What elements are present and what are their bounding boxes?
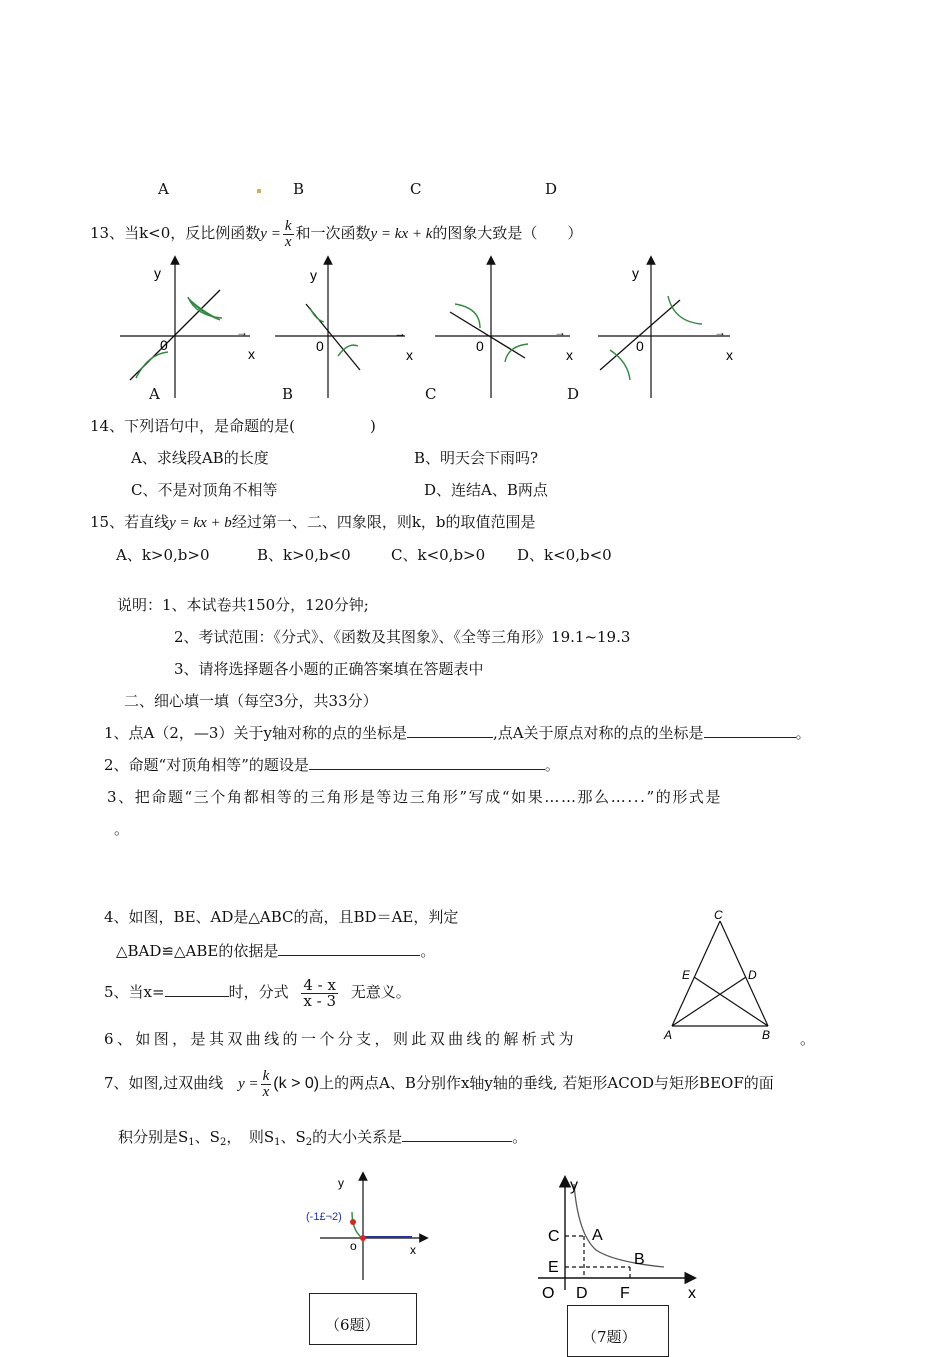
top-label-a: A — [158, 180, 169, 198]
fill-7-line-2 — [118, 1126, 527, 1148]
graph-b-x: x — [406, 347, 413, 363]
graph-label-b: B — [282, 385, 294, 403]
q15-eq: y = kx + b — [169, 515, 232, 531]
note-3: 3、请将选择题各小题的正确答案填在答题表中 — [174, 660, 484, 678]
fig7-f: F — [620, 1285, 630, 1302]
fill-7-s1b: 1 — [274, 1137, 281, 1148]
fig7-d: D — [576, 1285, 588, 1302]
figure-7-caption: （7题） — [582, 1328, 637, 1346]
figure-7 — [530, 1172, 710, 1304]
fill-1-blank-2[interactable] — [704, 723, 796, 738]
fill-7-l2e: 的大小关系是 — [312, 1128, 403, 1146]
fill-5 — [104, 970, 411, 1014]
graph-a-x: x — [248, 346, 255, 362]
fill-3-line-2: 。 — [114, 820, 130, 838]
figure-6-caption: （6题） — [325, 1316, 380, 1334]
fill-4-line-1: 4、如图，BE、AD是△ABC的高，且BD＝AE，判定 — [104, 908, 459, 926]
fill-2-a: 2、命题“对顶角相等”的题设是 — [104, 756, 309, 774]
fill-2-b: 。 — [544, 756, 560, 774]
figure-6 — [300, 1168, 440, 1286]
fill-1-c: 。 — [795, 724, 811, 742]
graph-c — [435, 260, 573, 398]
fill-7-num: k — [262, 1067, 270, 1084]
fill-7-l2a: 积分别是S — [118, 1128, 189, 1146]
fill-5-b: 时，分式 — [228, 983, 289, 1001]
graph-d-arrow: → — [714, 325, 726, 339]
tri-label-b: B — [762, 1028, 771, 1042]
graph-b-y: y — [310, 267, 317, 283]
fig7-c: C — [548, 1228, 560, 1245]
q15-prefix: 15、若直线 — [90, 513, 170, 531]
q13-frac-den: x — [284, 233, 292, 250]
q15-option-d: D、k<0,b<0 — [517, 546, 612, 564]
fill-7-l2d: 、S — [280, 1128, 306, 1146]
q15-option-c: C、k<0,b>0 — [391, 546, 486, 564]
fill-5-num: 4 - x — [303, 975, 336, 994]
q13-stem — [90, 213, 582, 253]
fig7-o: O — [542, 1285, 555, 1302]
fill-1-a: 1、点A（2，—3）关于y轴对称的点的坐标是 — [104, 724, 407, 742]
stray-dot — [257, 189, 261, 193]
fill-7-l2b: 、S — [194, 1128, 220, 1146]
fill-7-y-eq: y = — [238, 1076, 259, 1092]
graph-c-arrow: → — [554, 325, 566, 339]
fig6-y: y — [338, 1176, 344, 1190]
fig7-y: y — [570, 1177, 578, 1194]
note-1: 说明：1、本试卷共150分，120分钟; — [117, 596, 369, 614]
q15-suffix: 经过第一、二、四象限，则k，b的取值范围是 — [231, 513, 536, 531]
graph-c-o: 0 — [476, 338, 484, 354]
fill-7-s1: 1 — [188, 1137, 195, 1148]
fill-7-end: 。 — [512, 1128, 528, 1146]
q13-mid: 和一次函数 — [295, 224, 371, 242]
top-label-b: B — [293, 180, 305, 198]
fill-2 — [104, 754, 560, 775]
fill-4-end: 。 — [420, 942, 436, 960]
figure-7-caption-box — [567, 1305, 669, 1357]
fill-5-a: 5、当x= — [104, 983, 165, 1001]
q13-suffix: 的图象大致是（ ） — [432, 224, 583, 242]
q15-option-a: A、k>0,b>0 — [116, 546, 210, 564]
tri-label-a: A — [664, 1028, 673, 1042]
fill-7-fraction — [261, 1069, 272, 1100]
top-label-c: C — [410, 180, 422, 198]
fill-4-blank[interactable] — [278, 941, 420, 956]
tri-label-d: D — [748, 968, 757, 982]
tri-label-c: C — [714, 908, 723, 922]
fill-4-line-2 — [116, 940, 435, 961]
graph-d-y: y — [632, 265, 639, 281]
graph-label-c: C — [425, 385, 437, 403]
graph-d-x: x — [726, 347, 733, 363]
fig7-x: x — [688, 1285, 696, 1302]
graph-label-d: D — [567, 385, 580, 403]
graph-d-o: 0 — [636, 338, 644, 354]
graph-d — [598, 260, 733, 398]
fig7-a: A — [592, 1227, 603, 1244]
q14-option-a: A、求线段AB的长度 — [131, 449, 269, 467]
triangle-figure — [660, 905, 780, 1045]
graph-a-arrow: → — [236, 325, 248, 339]
fill-7-s2b: 2 — [305, 1137, 313, 1148]
fill-4-line-2-text: △BAD≌△ABE的依据是 — [116, 942, 279, 960]
q13-prefix: 13、当k<0，反比例函数 — [90, 224, 261, 242]
graph-b — [275, 260, 413, 398]
q14-option-d: D、连结A、B两点 — [424, 481, 548, 499]
fill-7-l2c: ， 则S — [226, 1128, 275, 1146]
q15-stem — [90, 511, 536, 532]
graph-a — [120, 260, 255, 398]
fill-7-b: 上的两点A、B分别作x轴y轴的垂线, 若矩形ACOD与矩形BEOF的面 — [319, 1074, 774, 1092]
fill-2-blank[interactable] — [309, 755, 545, 770]
fill-7-s2: 2 — [219, 1137, 227, 1148]
top-label-d: D — [545, 180, 558, 198]
fig6-x: x — [410, 1243, 416, 1257]
graph-b-o: 0 — [316, 338, 324, 354]
fig6-point: (-1£¬2) — [306, 1211, 342, 1223]
fig7-b: B — [634, 1251, 645, 1268]
fill-7-a: 7、如图,过双曲线 — [104, 1074, 224, 1092]
fig7-e: E — [548, 1259, 559, 1276]
tri-label-e: E — [682, 968, 691, 982]
figure-6-caption-box — [309, 1293, 417, 1345]
fill-6-end: 。 — [800, 1030, 816, 1048]
fill-5-blank[interactable] — [165, 982, 229, 997]
graph-c-x: x — [566, 347, 573, 363]
q14-option-c: C、不是对顶角不相等 — [131, 481, 278, 499]
fill-3-line-1: 3、把命题“三个角都相等的三角形是等边三角形”写成“如果……那么…...”的形式是 — [107, 788, 723, 806]
fill-1 — [104, 722, 811, 743]
fill-7-cond: (k > 0) — [273, 1075, 320, 1092]
graph-label-a: A — [149, 385, 160, 403]
fill-5-fraction — [301, 975, 338, 1010]
q13-fraction — [283, 219, 294, 250]
q13-graphs — [110, 250, 750, 405]
fill-7-line-1 — [104, 1060, 774, 1106]
graph-a-y: y — [154, 265, 161, 281]
q13-y-eq: y = — [260, 226, 281, 242]
fig6-o: o — [350, 1239, 357, 1253]
fill-7-blank[interactable] — [402, 1127, 512, 1142]
note-2: 2、考试范围：《分式》、《函数及其图象》、《全等三角形》19.1~19.3 — [174, 628, 631, 646]
section-2-heading: 二、细心填一填（每空3分，共33分） — [124, 692, 378, 710]
q14-stem: 14、下列语句中，是命题的是( ) — [90, 417, 376, 435]
fill-6: 6、如图，是其双曲线的一个分支，则此双曲线的解析式为 — [104, 1030, 577, 1048]
q14-option-b: B、明天会下雨吗? — [414, 449, 539, 467]
q15-option-b: B、k>0,b<0 — [257, 546, 351, 564]
fill-7-den: x — [262, 1083, 270, 1100]
fill-5-c: 无意义。 — [350, 983, 411, 1001]
fill-1-blank-1[interactable] — [407, 723, 493, 738]
fill-5-den: x - 3 — [303, 991, 336, 1010]
graph-b-arrow: → — [394, 326, 406, 340]
fill-1-b: ,点A关于原点对称的点的坐标是 — [492, 724, 704, 742]
graph-a-o: 0 — [160, 337, 168, 353]
q13-linear: y = kx + k — [370, 226, 433, 242]
q13-frac-num: k — [284, 217, 292, 234]
